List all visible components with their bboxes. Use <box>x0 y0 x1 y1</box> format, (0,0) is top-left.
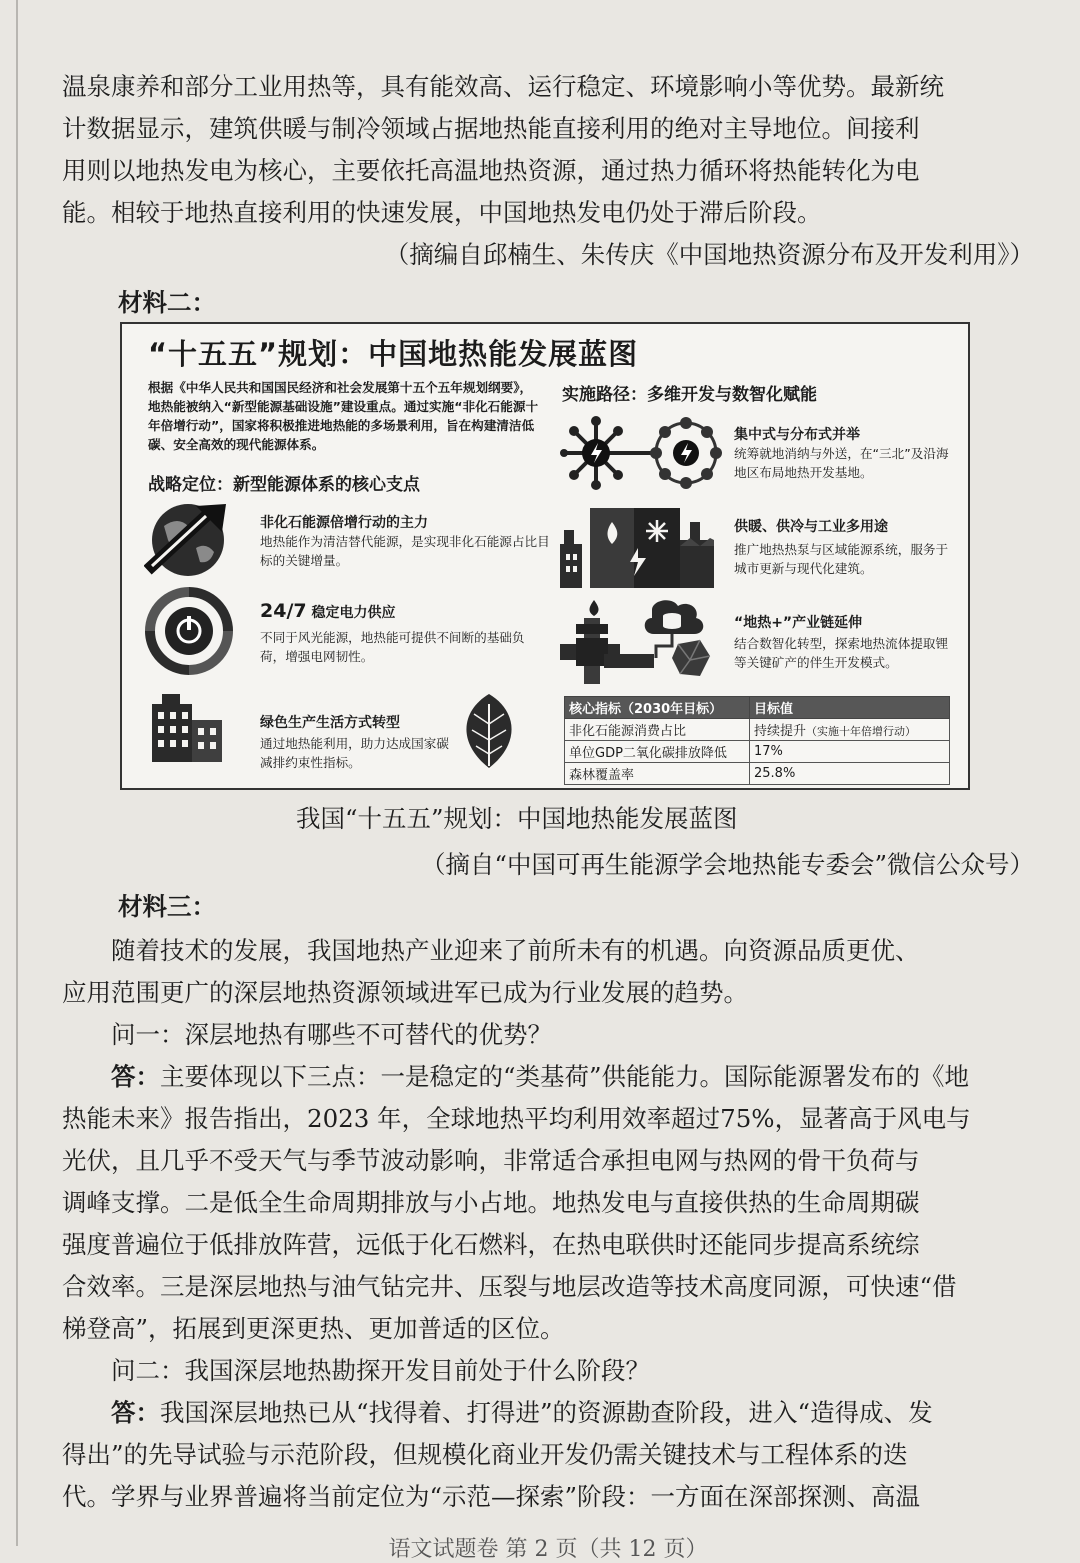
text-line: 热能未来》报告指出，2023 年，全球地热平均利用效率超过75%，显著高于风电与 <box>62 1104 971 1133</box>
path-item-text: 推广地热热泵与区域能源系统，服务于城市更新与现代化建筑。 <box>734 542 949 576</box>
text-line: 合效率。三是深层地热与油气钻完井、压裂与地层改造等技术高度同源，可快速“借 <box>62 1272 957 1301</box>
text-line: 计数据显示，建筑供暖与制冷领域占据地热能直接利用的绝对主导地位。间接利 <box>62 114 920 143</box>
title-big-number: 24/7 <box>260 600 307 622</box>
pipeline-cloud-icon <box>560 598 720 684</box>
path-item-title: 集中式与分布式并举 <box>734 427 860 443</box>
path-heading: 实施路径：多维开发与数智化赋能 <box>562 385 817 405</box>
table-cell: 非化石能源消费占比 <box>565 719 750 741</box>
path-item-title: “地热+”产业链延伸 <box>734 615 863 631</box>
factory-heat-icon <box>560 500 720 588</box>
table-header: 核心指标（2030年目标） <box>565 697 750 719</box>
answer-text: 我国深层地热已从“找得着、打得进”的资源勘查阶段，进入“造得成、发 <box>160 1398 933 1427</box>
table-cell: 17% <box>750 741 950 763</box>
text-line: 应用范围更广的深层地热资源领域进军已成为行业发展的趋势。 <box>62 978 748 1007</box>
table-header-row <box>565 697 950 719</box>
material2-label: 材料二： <box>118 288 216 317</box>
text-line: 用则以地热发电为核心，主要依托高温地热资源，通过热力循环将热能转化为电 <box>62 156 920 185</box>
answer-line <box>62 1056 1034 1098</box>
infographic-title: “十五五”规划：中国地热能发展蓝图 <box>148 337 639 371</box>
text-line: 能。相较于地热直接利用的快速发展，中国地热发电仍处于滞后阶段。 <box>62 198 822 227</box>
text-line: 强度普遍位于低排放阵营，远低于化石燃料，在热电联供时还能同步提高系统综 <box>62 1230 920 1259</box>
core-indicator-table <box>564 696 950 785</box>
text-line: 温泉康养和部分工业用热等，具有能效高、运行稳定、环境影响小等优势。最新统 <box>62 72 944 101</box>
table-header: 目标值 <box>750 697 950 719</box>
strategic-item-text: 通过地热能利用，助力达成国家碳减排约束性指标。 <box>260 736 449 770</box>
strategic-item-text: 不同于风光能源，地热能可提供不间断的基础负荷，增强电网韧性。 <box>260 630 525 664</box>
text-line: 调峰支撑。二是低全生命周期排放与小占地。地热发电与直接供热的生命周期碳 <box>62 1188 920 1217</box>
answer-label: 答： <box>111 1062 160 1091</box>
table-row <box>565 719 950 741</box>
material1-paragraph <box>62 66 1034 276</box>
text-line: 代。学界与业界普遍将当前定位为“示范—探索”阶段：一方面在深部探测、高温 <box>62 1482 921 1511</box>
material3-paragraph <box>62 930 1034 1518</box>
text-line: 梯登高”，拓展到更深更热、更加普适的区位。 <box>62 1314 565 1343</box>
building-icon <box>144 690 240 762</box>
answer-label: 答： <box>111 1398 160 1427</box>
table-row <box>565 741 950 763</box>
planning-infographic <box>120 322 970 790</box>
source-citation: （摘编自邱楠生、朱传庆《中国地热资源分布及开发利用》） <box>384 240 1034 269</box>
cell-value: 持续提升 <box>754 724 807 739</box>
strategic-item-text: 地热能作为清洁替代能源，是实现非化石能源占比目标的关键增量。 <box>260 534 550 568</box>
table-row <box>565 763 950 785</box>
text-line: 光伏，且几乎不受天气与季节波动影响，非常适合承担电网与热网的骨干负荷与 <box>62 1146 920 1175</box>
text-line: 随着技术的发展，我国地热产业迎来了前所未有的机遇。向资源品质更优、 <box>111 936 920 965</box>
page-footer: 语文试题卷 第 2 页（共 12 页） <box>388 1537 708 1562</box>
strategic-item-title <box>260 600 395 622</box>
cell-note: （实施十年倍增行动） <box>806 725 917 738</box>
figure-caption: 我国“十五五”规划：中国地热能发展蓝图 <box>296 804 738 833</box>
question-two: 问二：我国深层地热勘探开发目前处于什么阶段？ <box>111 1356 650 1385</box>
text-line: 得出”的先导试验与示范阶段，但规模化商业开发仍需关键技术与工程体系的迭 <box>62 1440 908 1469</box>
path-item-text: 结合数智化转型，探索地热流体提取锂等关键矿产的伴生开发模式。 <box>734 636 949 670</box>
strategic-item-title: 绿色生产生活方式转型 <box>260 715 400 731</box>
table-cell: 25.8% <box>750 763 950 785</box>
strategic-item-title: 非化石能源倍增行动的主力 <box>260 515 428 531</box>
intro-text: 根据《中华人民共和国国民经济和社会发展第十五个五年规划纲要》，地热能被纳入“新型能源基础设施”建设重点。通过实施“非化石能源十年倍增行动”，国家将积极推进地热能的多场景利用，旨在构建清洁低碳、安全高效的现代能源体系。 <box>148 380 539 452</box>
answer-text: 主要体现以下三点：一是稳定的“类基荷”供能能力。国际能源署发布的《地 <box>160 1062 970 1091</box>
answer-line <box>62 1392 1034 1434</box>
path-item-title: 供暖、供冷与工业多用途 <box>734 519 888 535</box>
strategic-heading: 战略定位：新型能源体系的核心支点 <box>148 475 420 495</box>
network-hub-icon <box>560 416 722 490</box>
power-cycle-icon <box>144 586 234 676</box>
leaf-icon <box>452 690 526 772</box>
globe-arrow-icon <box>144 496 242 580</box>
question-one: 问一：深层地热有哪些不可替代的优势？ <box>111 1020 552 1049</box>
page-edge-line <box>16 0 18 1546</box>
path-item-text: 统筹就地消纳与外送，在“三北”及沿海地区布局地热开发基地。 <box>734 446 949 480</box>
infographic-intro <box>148 378 540 454</box>
figure-caption-source: （摘自“中国可再生能源学会地热能专委会”微信公众号） <box>420 850 1034 879</box>
table-cell: 森林覆盖率 <box>565 763 750 785</box>
table-cell <box>750 719 950 741</box>
material3-label: 材料三： <box>118 892 216 921</box>
table-cell: 单位GDP二氧化碳排放降低 <box>565 741 750 763</box>
title-text: 稳定电力供应 <box>311 605 396 621</box>
